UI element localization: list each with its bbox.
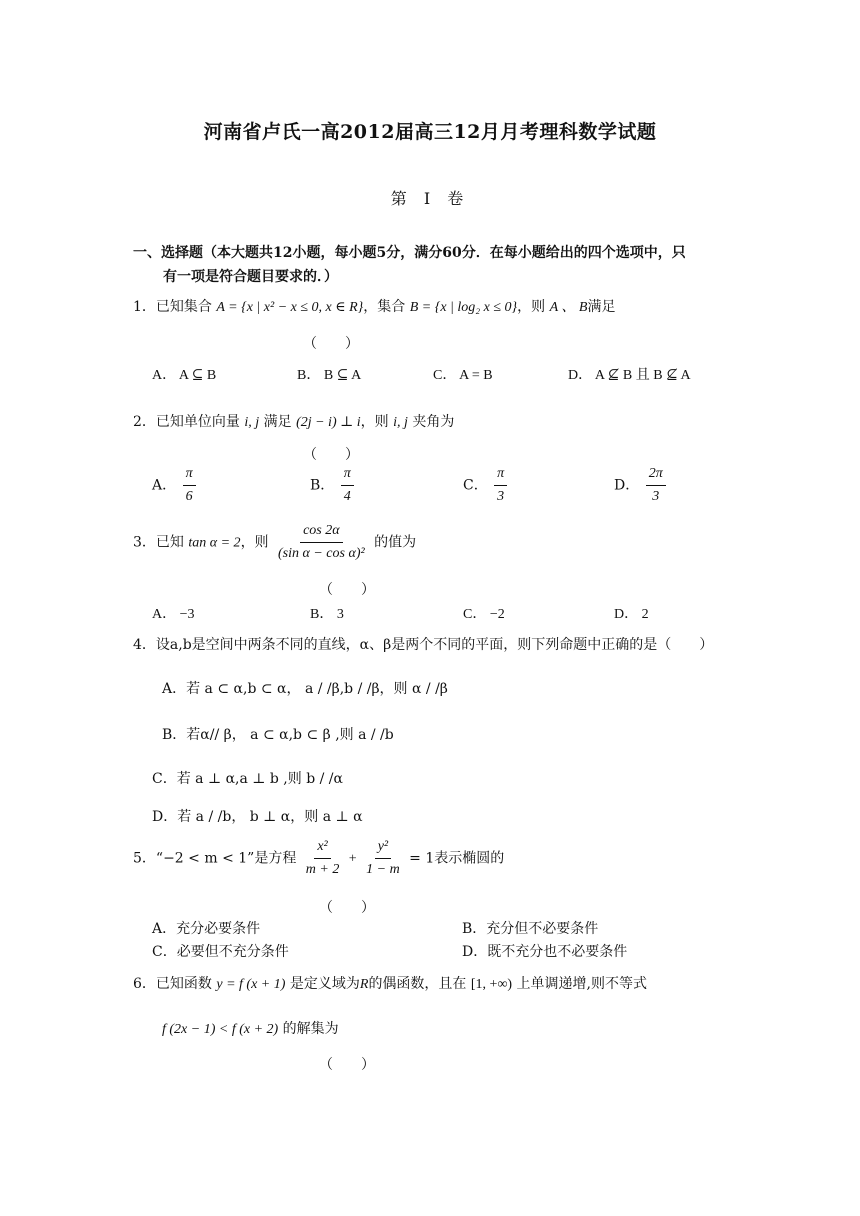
- q2-option-d: D． $\frac{2\pi}{3}$: [614, 465, 668, 506]
- question-6-continued: f (2x − 1) < f (x + 2) 的解集为: [162, 1021, 339, 1037]
- q3-option-b: B． 3: [310, 607, 344, 622]
- q2-option-c: C． $\frac{\pi}{3}$: [463, 465, 509, 506]
- set-b: B = {x | log₂ x ≤ 0}: [409, 300, 518, 315]
- question-6: 6．已知函数 y = f (x + 1) 是定义域为R的偶函数，且在 [1, +∞) 上单调递增,则不等式: [133, 976, 647, 992]
- answer-paren-5: （ ）: [319, 900, 375, 916]
- section-line-1: 一、选择题（本大题共12小题，每小题5分，满分60分．在每小题给出的四个选项中，只: [133, 245, 686, 261]
- answer-paren-6: （ ）: [319, 1057, 375, 1073]
- answer-paren-1: （ ）: [303, 336, 359, 352]
- q2-option-a: A． $\frac{\pi}{6}$: [152, 465, 198, 506]
- q3-option-c: C． −2: [463, 607, 505, 622]
- q1-option-d: D． A ⊈ B 且 B ⊈ A: [568, 368, 691, 383]
- q4-option-d: D．若 a / /b， b ⊥ α，则 a ⊥ α: [152, 809, 363, 825]
- q3-option-a: A． −3: [152, 607, 195, 622]
- q5-option-b: B．充分但不必要条件: [462, 921, 599, 937]
- question-3: 3．已知 tan α = 2，则 $\frac{\cos 2\alpha}{\text{(sin α − cos α)²}}$ 的值为: [133, 523, 417, 561]
- question-2: 2．已知单位向量 i, j 满足 (2j − i) ⊥ i，则 i, j 夹角为: [133, 414, 455, 430]
- q4-option-a: A．若 a ⊂ α,b ⊂ α， a / /β,b / /β，则 α / /β: [162, 681, 448, 697]
- question-4: 4．设a,b是空间中两条不同的直线，α、β是两个不同的平面，则下列命题中正确的是（ ）: [133, 637, 714, 653]
- q5-option-a: A．充分必要条件: [152, 921, 261, 937]
- section-line-2: 有一项是符合题目要求的．）: [163, 269, 338, 285]
- q4-option-b: B．若α// β， a ⊂ α,b ⊂ β ,则 a / /b: [162, 727, 394, 743]
- answer-paren-2: （ ）: [303, 447, 359, 463]
- q1-option-a: A． A ⊆ B: [152, 368, 217, 383]
- set-a: A = {x | x² − x ≤ 0, x ∈ R}: [216, 300, 364, 315]
- q1-option-b: B． B ⊆ A: [297, 368, 362, 383]
- q4-option-c: C．若 a ⊥ α,a ⊥ b ,则 b / /α: [152, 771, 343, 787]
- q1-option-c: C． A = B: [433, 368, 493, 383]
- q5-option-d: D．既不充分也不必要条件: [462, 944, 628, 960]
- page-title: 河南省卢氏一高2012届高三12月月考理科数学试题: [203, 121, 657, 143]
- part-heading: 第 Ⅰ 卷: [390, 189, 470, 208]
- answer-paren-3: （ ）: [319, 582, 375, 598]
- q3-option-d: D． 2: [614, 607, 649, 622]
- q5-option-c: C．必要但不充分条件: [152, 944, 289, 960]
- question-1: 1．已知集合 A = {x | x² − x ≤ 0, x ∈ R}，集合 B = {x | log₂ x ≤ 0}，则 A 、 B满足: [133, 299, 616, 315]
- question-5: 5．“−2 < m < 1”是方程 $\frac{\text{x²}}{m + 2}$ + $\frac{\text{y²}}{1 - m}$ = 1表示椭圆的: [133, 839, 505, 877]
- q2-option-b: B． $\frac{\pi}{4}$: [310, 465, 356, 506]
